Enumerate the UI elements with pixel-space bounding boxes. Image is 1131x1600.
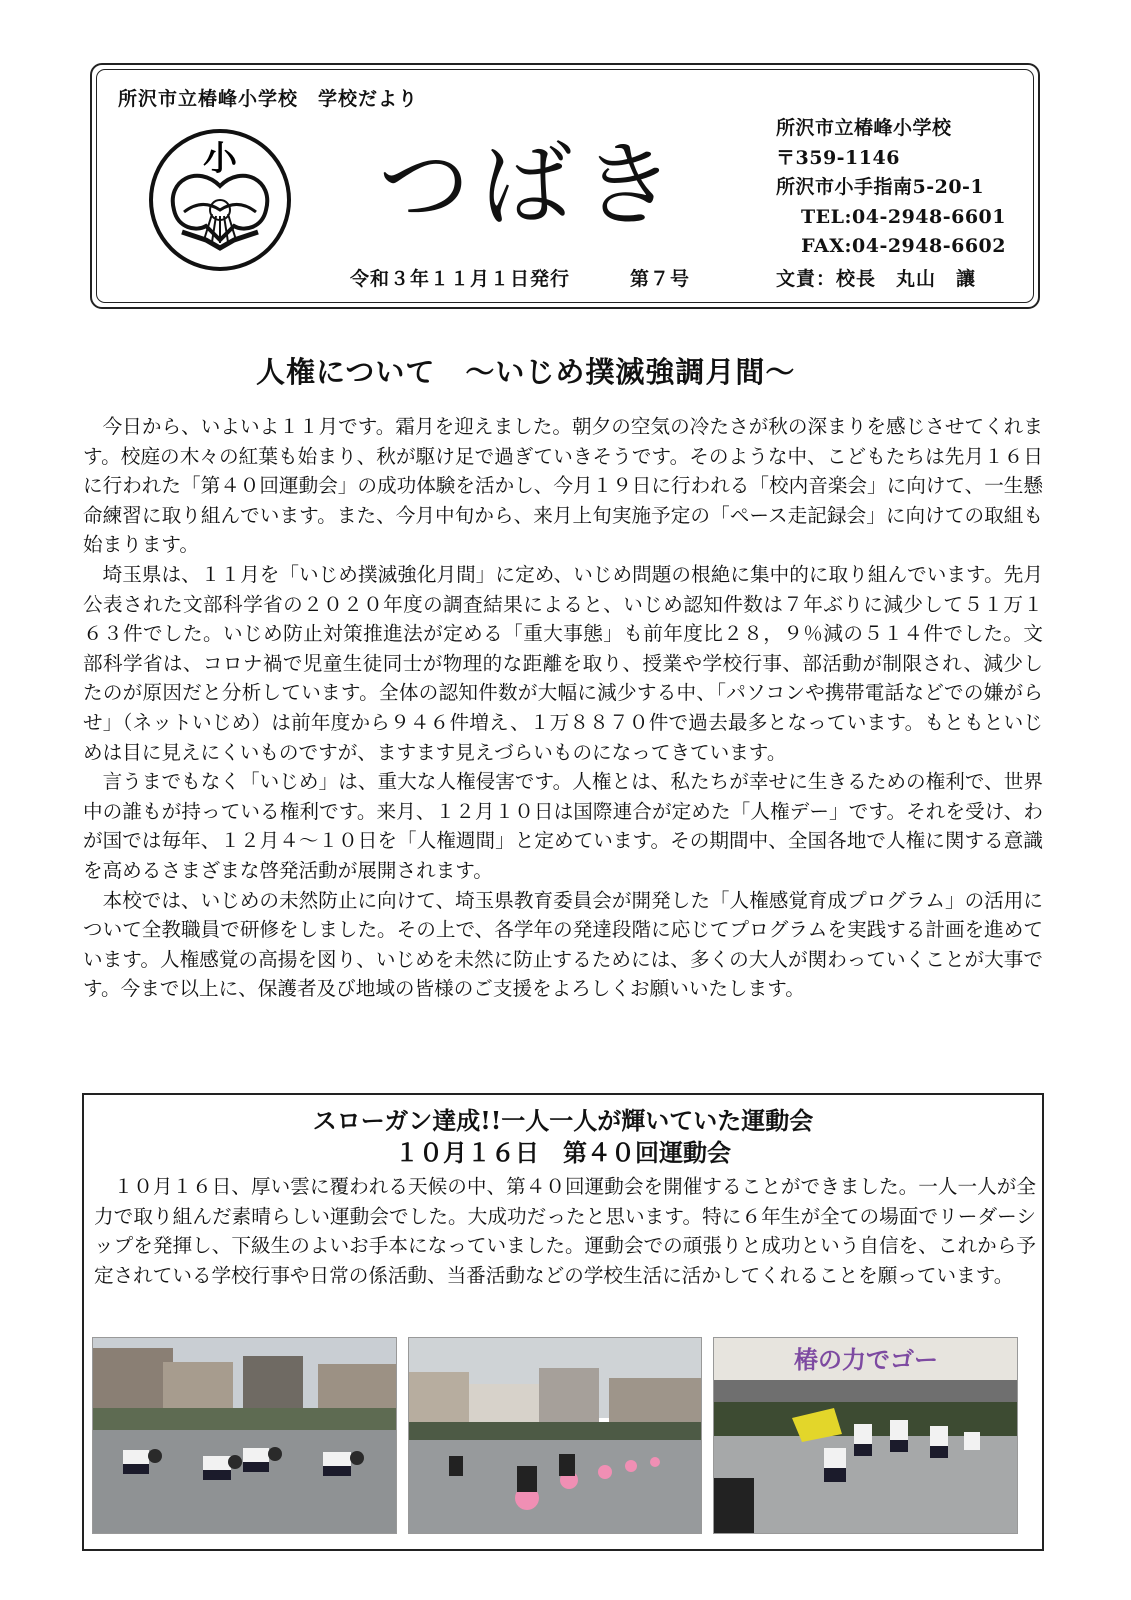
article-paragraph: 埼玉県は、１１月を「いじめ撲滅強化月間」に定め、いじめ問題の根絶に集中的に取り組んでいます。先月公表された文部科学省の２０２０年度の調査結果によると、いじめ認知件数は７年ぶりに減少して５１万１６３件でした。いじめ防止対策推進法が定める「重大事態」も前年度比２８，９％減の５１４件でした。文部科学省は、コロナ禍で児童生徒同士が物理的な距離を取り、授業や学校行事、部活動が制限され、減少したのが原因だと分析しています。全体の認知件数が大幅に減少する中、「パソコンや携帯電話などでの嫌がらせ」（ネットいじめ）は前年度から９４６件増え、１万８８７０件で過去最多となっています。もともといじめは目に見えにくいものですが、ますます見えづらいものになってきています。 [83,562,1043,764]
article-paragraph: 今日から、いよいよ１１月です。霜月を迎えました。朝夕の空気の冷たさが秋の深まりを感じさせてくれます。校庭の木々の紅葉も始まり、秋が駆け足で過ぎていきそうです。そのような中、こどもたちは先月１６日に行われた「第４０回運動会」の成功体験を活かし、今月１９日に行われる「校内音楽会」に向けて、一生懸命練習に取り組んでいます。また、今月中旬から、来月上旬実施予定の「ペース走記録会」に向けての取組も始まります。 [83,415,1043,557]
sports-day-title: スローガン達成!!一人一人が輝いていた運動会 [312,1106,814,1135]
emblem-text: 小 [203,139,237,179]
sports-day-paragraph: １０月１６日、厚い雲に覆われる天候の中、第４０回運動会を開催することができました。一人一人が全力で取り組んだ素晴らしい運動会でした。大成功だったと思います。特に６年生が全ての場面でリーダーシップを発揮し、下級生のよいお手本になっていました。運動会での頑張りと成功という自信を、これから予定されている学校行事や日常の係活動、当番活動などの学校生活に活かしてくれることを願っています。 [94,1175,1036,1287]
postal-code: 〒359-1146 [776,146,900,169]
issue-line: 令和３年１１月１日発行 第７号 [350,268,691,290]
school-emblem-icon [148,128,292,272]
photo-banner-text: 椿の力でゴー [794,1346,938,1374]
school-name: 所沢市立椿峰小学校 [776,117,952,139]
article-body [83,412,1043,1004]
article-headline: 人権について ～いじめ撲滅強調月間～ [256,355,796,389]
newsletter-title: つばき [378,132,685,239]
school-info [776,114,1006,262]
tel-number: TEL:04-2948-6601 [801,205,1006,228]
article-paragraph: 本校では、いじめの未然防止に向けて、埼玉県教育委員会が開発した「人権感覚育成プログラム」の活用について全教職員で研修をしました。その上で、各学年の発達段階に応じてプログラムを実践する計画を進めています。人権感覚の高揚を図り、いじめを未然に防止するためには、多くの大人が関わっていくことが大事です。今まで以上に、保護者及び地域の皆様のご支援をよろしくお願いいたします。 [83,888,1043,1001]
fax-number: FAX:04-2948-6602 [801,235,1006,257]
article-paragraph: 言うまでもなく「いじめ」は、重大な人権侵害です。人権とは、私たちが幸せに生きるための権利で、世界中の誰もが持っている権利です。来月、１２月１０日は国際連合が定めた「人権デー」です。それを受け、わが国では毎年、１２月４～１０日を「人権週間」と定めています。その期間中、全国各地で人権に関する意識を高めるさまざまな啓発活動が展開されます。 [83,770,1043,882]
photo-gymnastics [92,1337,397,1534]
author-line: 文責：校長 丸山 讓 [776,268,977,290]
sports-day-body [94,1172,1036,1290]
photo-banner-dance [713,1337,1018,1534]
school-address: 所沢市小手指南5-20-1 [776,176,985,198]
newsletter-subtitle: 所沢市立椿峰小学校 学校だより [118,88,419,110]
sports-day-date: １０月１６日 第４０回運動会 [395,1138,731,1167]
photo-ball-relay [408,1337,702,1534]
